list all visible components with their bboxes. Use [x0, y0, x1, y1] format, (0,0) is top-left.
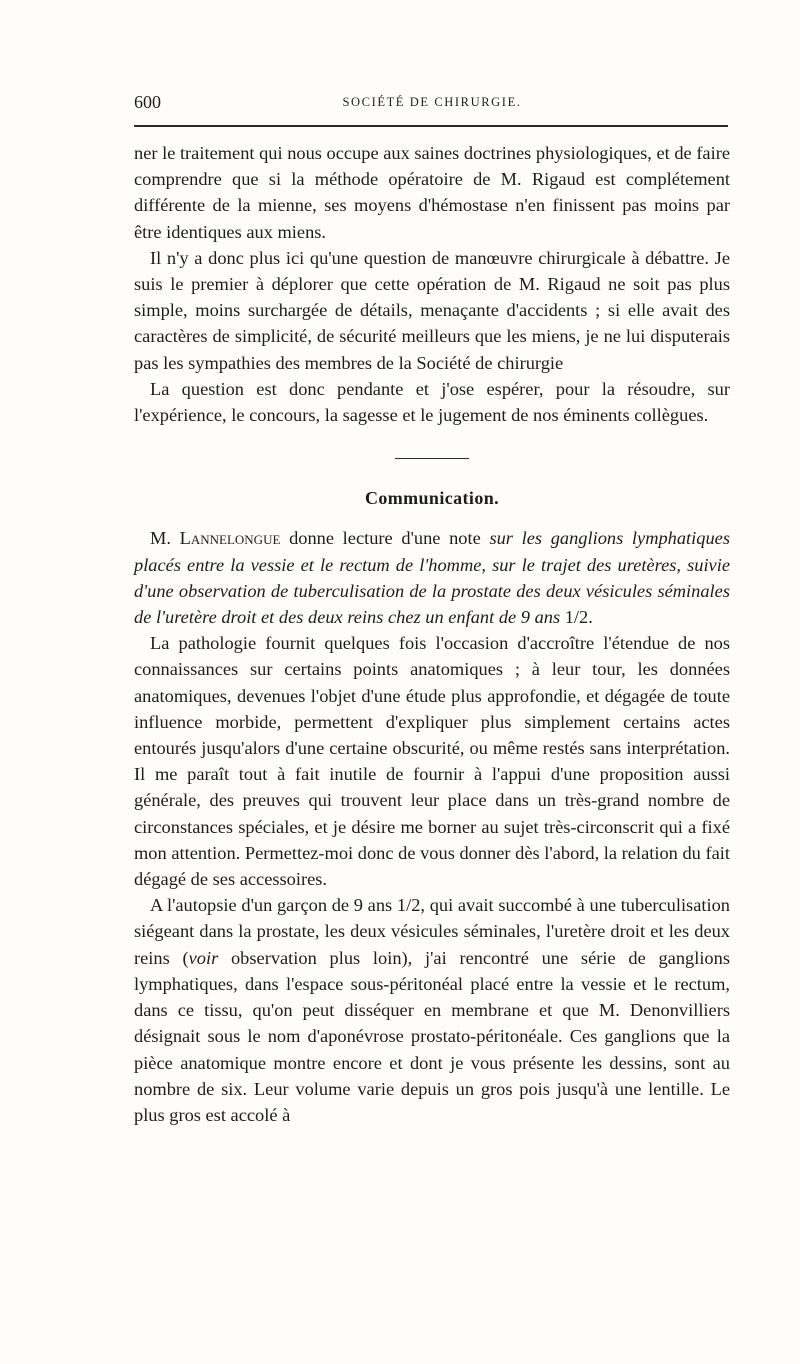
communication-intro: donne lecture d'une note	[280, 528, 490, 549]
paragraph-3: La question est donc pendante et j'ose espérer, pour la résoudre, sur l'expérience, le concours, la sagesse et le jugement de nos éminents collègues.	[134, 378, 730, 426]
paragraph-6	[134, 892, 730, 1128]
paragraph-1: ner le traitement qui nous occupe aux saines doctrines physiologiques, et de faire comprendre que si la méthode opératoire de M. Rigaud est complétement différente de la mienne, ses moyens d'hémostase n'en finissent pas moins par être identiques aux miens.	[134, 143, 730, 242]
paragraph-6-part-b: observation plus loin), j'ai rencontré une série de ganglions lymphatiques, dans l'espace sous-péritonéal placé entre la vessie et le rectum, dans ce tissu, qu'on peut disséquer en membrane et que M. Denonvilliers désignait sous le nom d'aponévrose prostato-péritonéale. Ces ganglions que la pièce anatomique montre encore et dont je vous présente les dessins, sont au nombre de six. Leur volume varie depuis un gros pois jusqu'à une lentille. Le plus gros est accolé à	[134, 947, 730, 1125]
running-title: SOCIÉTÉ DE CHIRURGIE.	[342, 95, 522, 109]
body-text	[134, 140, 730, 1128]
communication-paragraph	[134, 525, 730, 630]
page-header	[134, 92, 730, 116]
header-rule	[134, 125, 728, 127]
author-prefix: M.	[150, 528, 180, 549]
section-divider	[395, 458, 469, 459]
page-number: 600	[134, 92, 161, 112]
voir-italic: voir	[188, 947, 219, 968]
communication-title: sur les ganglions lymphatiques placés entre la vessie et le rectum de l'homme, sur le trajet des uretères, suivie d'une observation de tuberculisation de la prostate des deux vésicules séminales de l'uretère droit et des deux reins chez un enfant de 9 ans	[134, 528, 730, 628]
paragraph-6-part-a: A l'autopsie d'un garçon de 9 ans 1/2, qui avait succombé à une tuberculisation siégeant dans la prostate, les deux vésicules séminales, l'uretère droit et les deux reins (	[134, 895, 730, 968]
age-fraction: 1/2.	[560, 607, 593, 628]
paragraph-5: La pathologie fournit quelques fois l'occasion d'accroître l'étendue de nos connaissances sur certains points anatomiques ; à leur tour, les données anatomiques, devenues l'objet d'une étude plus approfondie, et dégagée de toute influence morbide, permettent d'expliquer plus simplement certains actes entourés jusqu'alors d'une certaine obscurité, ou même restés sans interprétation. Il me paraît tout à fait inutile de fournir à l'appui d'une proposition aussi générale, des preuves qui trouvent leur place dans un très-grand nombre de circonstances spéciales, et je désire me borner au sujet très-circonscrit qui a fixé mon attention. Permettez-moi donc de vous donner dès l'abord, la relation du fait dégagé de ses accessoires.	[134, 633, 730, 890]
paragraph-2: Il n'y a donc plus ici qu'une question de manœuvre chirurgicale à débattre. Je suis le premier à déplorer que cette opération de M. Rigaud ne soit pas plus simple, moins surchargée de détails, menaçante d'accidents ; si elle avait des caractères de simplicité, de sécurité meilleurs que les miens, je ne lui disputerais pas les sympathies des membres de la Société de chirurgie	[134, 247, 730, 373]
author-name: Lannelongue	[179, 528, 281, 549]
section-heading: Communication.	[364, 488, 500, 509]
